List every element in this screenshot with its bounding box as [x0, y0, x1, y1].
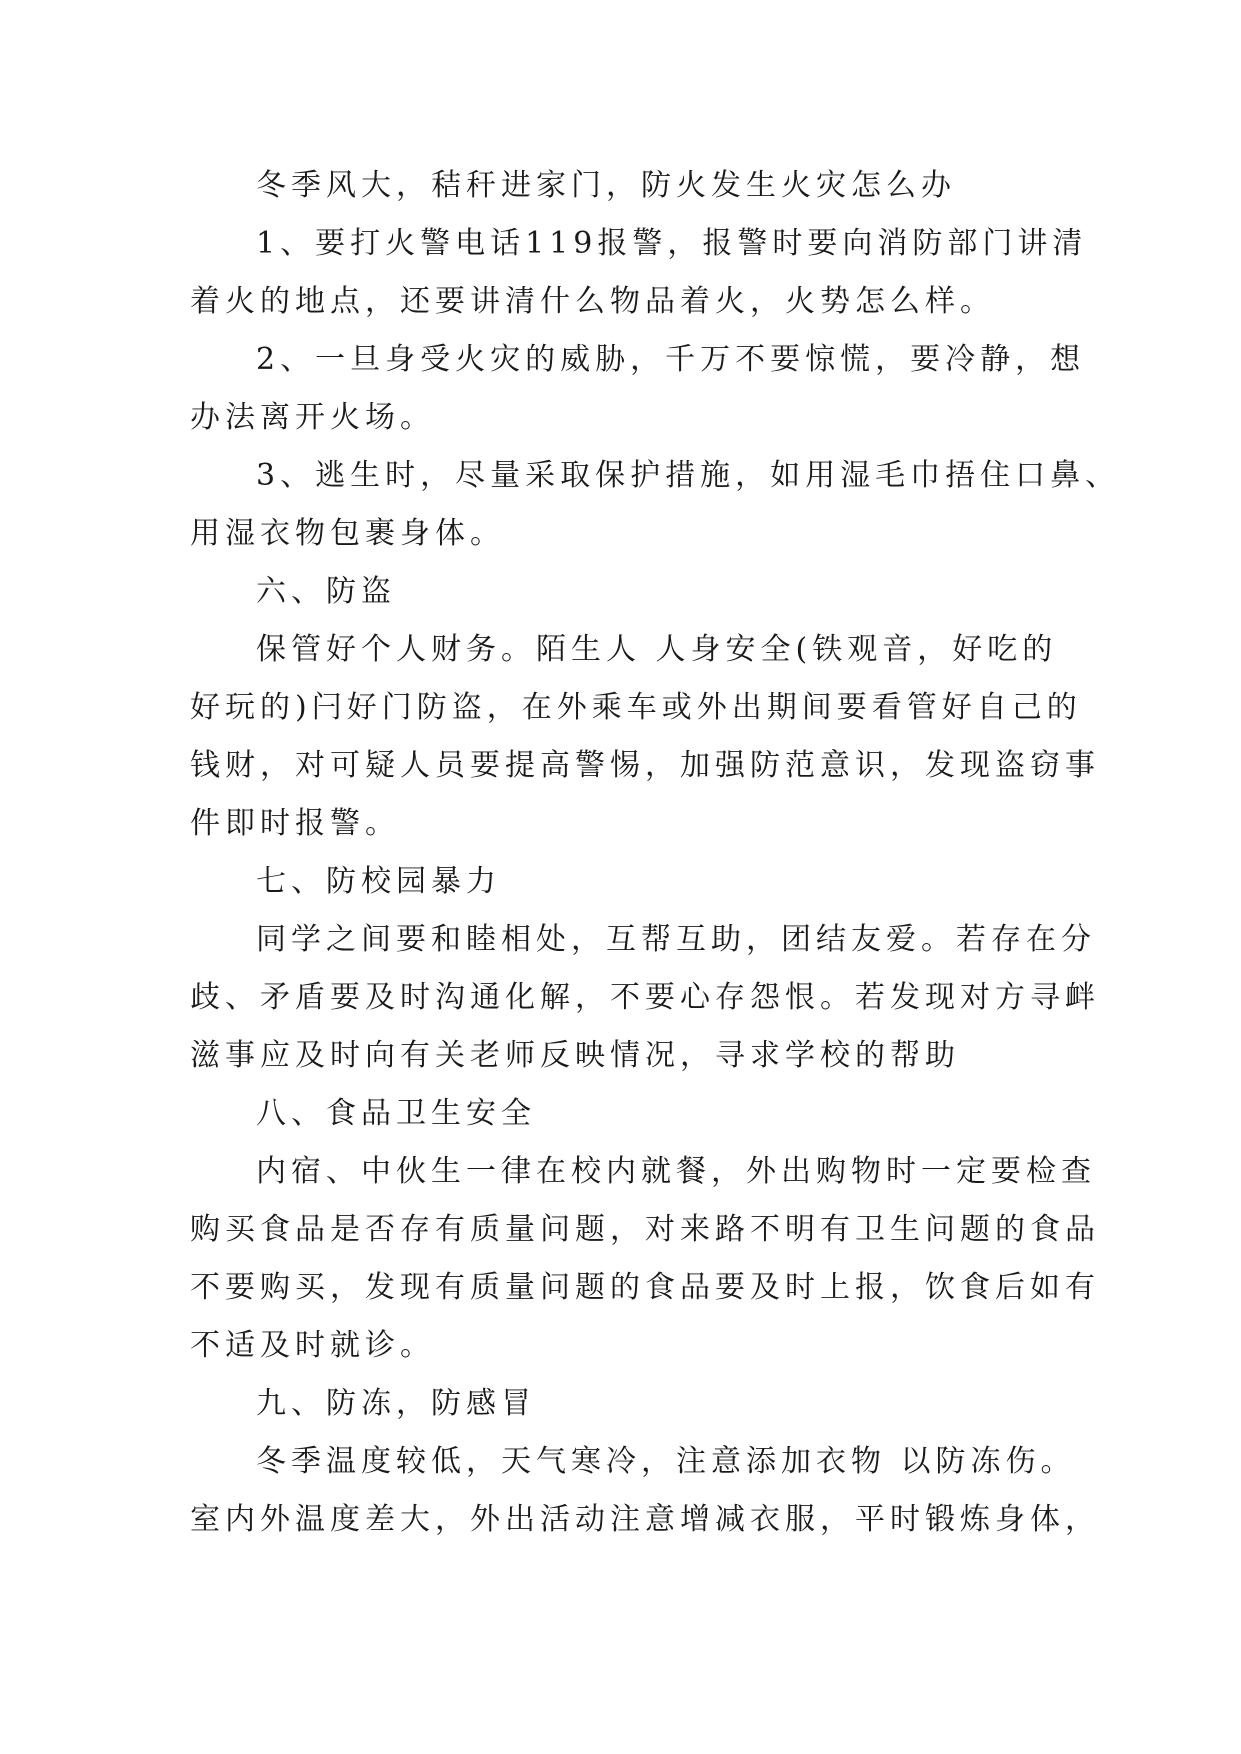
text-line: 内宿、中伙生一律在校内就餐，外出购物时一定要检查	[256, 1154, 1096, 1189]
text-line: 购买食品是否存有质量问题，对来路不明有卫生问题的食品	[190, 1212, 1100, 1247]
text-line: 好玩的)闩好门防盗，在外乘车或外出期间要看管好自己的	[190, 690, 1082, 725]
document-body	[190, 157, 1121, 1549]
section-heading: 九、防冻，防感冒	[256, 1386, 536, 1421]
section-heading: 七、防校园暴力	[256, 864, 501, 899]
section-heading: 八、食品卫生安全	[256, 1096, 536, 1131]
text-line: 件即时报警。	[190, 806, 400, 841]
text-line: 钱财，对可疑人员要提高警惕，加强防范意识，发现盗窃事	[190, 748, 1100, 783]
text-line: 不适及时就诊。	[190, 1328, 435, 1363]
text-line: 2、一旦身受火灾的威胁，千万不要惊慌，要冷静，想	[256, 342, 1086, 377]
text-line: 冬季温度较低，天气寒冷，注意添加衣物 以防冻伤。	[256, 1444, 1076, 1479]
text-line: 3、逃生时，尽量采取保护措施，如用湿毛巾捂住口鼻、	[256, 458, 1121, 493]
text-line: 室内外温度差大，外出活动注意增减衣服，平时锻炼身体，	[190, 1502, 1100, 1537]
text-line: 冬季风大，秸秆进家门，防火发生火灾怎么办	[256, 168, 956, 203]
text-line: 保管好个人财务。陌生人 人身安全(铁观音，好吃的	[256, 632, 1058, 667]
text-line: 同学之间要和睦相处，互帮互助，团结友爱。若存在分	[256, 922, 1096, 957]
text-line: 滋事应及时向有关老师反映情况，寻求学校的帮助	[190, 1038, 960, 1073]
text-line: 用湿衣物包裹身体。	[190, 516, 505, 551]
text-line: 不要购买，发现有质量问题的食品要及时上报，饮食后如有	[190, 1270, 1100, 1305]
text-line: 办法离开火场。	[190, 400, 435, 435]
text-line: 1、要打火警电话119报警，报警时要向消防部门讲清	[256, 226, 1088, 261]
text-line: 着火的地点，还要讲清什么物品着火，火势怎么样。	[190, 284, 995, 319]
text-line: 歧、矛盾要及时沟通化解，不要心存怨恨。若发现对方寻衅	[190, 980, 1100, 1015]
section-heading: 六、防盗	[256, 574, 396, 609]
